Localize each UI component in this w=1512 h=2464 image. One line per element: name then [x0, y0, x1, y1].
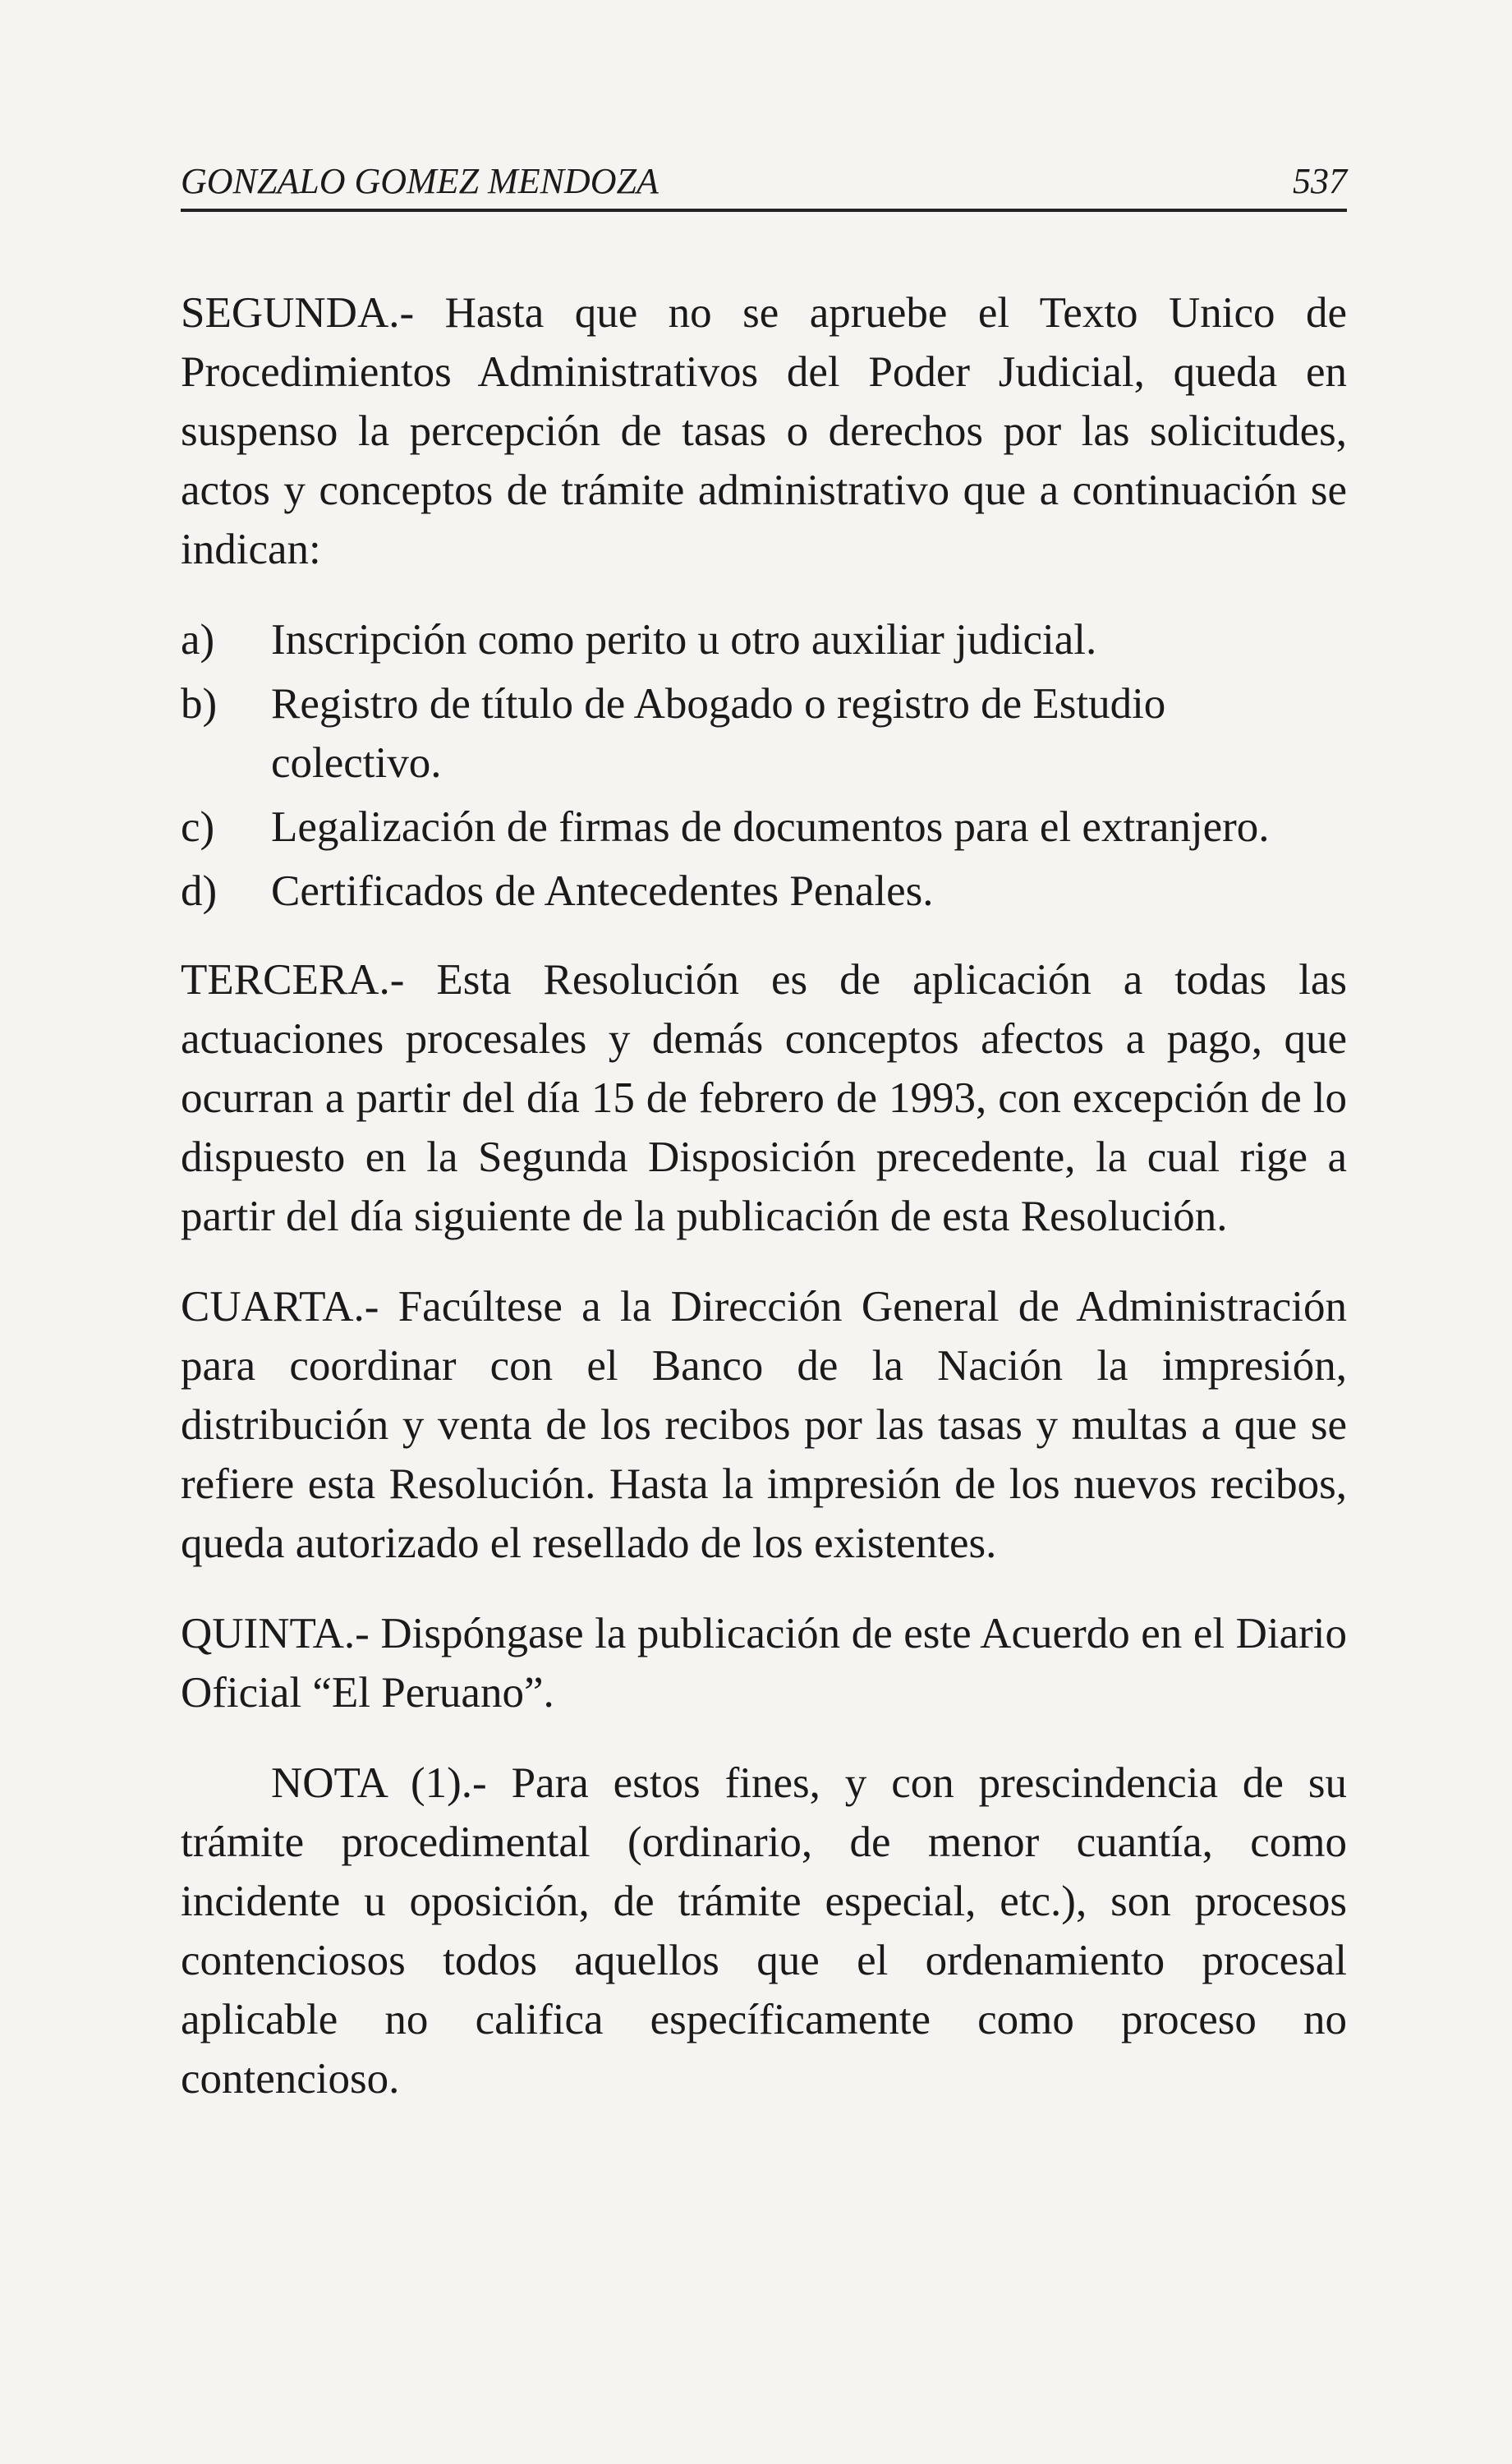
running-header — [181, 160, 1347, 212]
list-item — [181, 862, 1347, 921]
segunda-label: SEGUNDA.- — [181, 289, 415, 337]
list-tramites — [181, 610, 1347, 921]
paragraph-nota-1 — [181, 1754, 1347, 2108]
list-marker: b) — [181, 680, 218, 728]
paragraph-tercera — [181, 950, 1347, 1246]
list-marker: c) — [181, 803, 215, 851]
paragraph-cuarta — [181, 1277, 1347, 1573]
cuarta-text: Facúltese a la Dirección General de Administración para coordinar con el Banco de la Nación la impresión, distribución y venta de los recibos por las tasas y multas a que se refiere esta Resolución. Hasta la impresión de los nuevos recibos, queda autorizado el resellado de los existentes. — [181, 1283, 1348, 1567]
tercera-text: Esta Resolución es de aplicación a todas las actuaciones procesales y demás conceptos afectos a pago, que ocurran a partir del día 15 de febrero de 1993, con excepción de lo dispuesto en la Segunda Disposición precedente, la cual rige a partir del día siguiente de la publicación de esta Resolución. — [181, 956, 1347, 1240]
list-item — [181, 674, 1347, 793]
paragraph-quinta — [181, 1604, 1347, 1722]
paragraph-segunda — [181, 283, 1347, 579]
cuarta-label: CUARTA.- — [181, 1283, 379, 1331]
list-item — [181, 798, 1347, 857]
list-item-text: Registro de título de Abogado o registro de Estudio colectivo. — [271, 680, 1166, 787]
list-item-text: Inscripción como perito u otro auxiliar judicial. — [271, 616, 1097, 664]
list-item-text: Legalización de firmas de documentos para el extranjero. — [271, 803, 1270, 851]
list-item — [181, 610, 1347, 669]
page-number: 537 — [1293, 161, 1347, 201]
quinta-label: QUINTA.- — [181, 1610, 370, 1657]
page-body — [181, 283, 1347, 2140]
list-item-text: Certificados de Antecedentes Penales. — [271, 867, 934, 915]
author-name: GONZALO GOMEZ MENDOZA — [181, 161, 659, 201]
tercera-label: TERCERA.- — [181, 956, 405, 1004]
quinta-text: Dispóngase la publicación de este Acuerdo en el Diario Oficial “El Peruano”. — [181, 1610, 1347, 1717]
list-marker: a) — [181, 616, 215, 664]
nota-1-text: Para estos fines, y con prescindencia de su trámite procedimental (ordinario, de menor cuantía, como incidente u oposición, de trámite especial, etc.), son procesos contenciosos todos aquellos que el ordenamiento procesal aplicable no califica específicamente como proceso no contencioso. — [181, 1759, 1347, 2103]
segunda-text: Hasta que no se apruebe el Texto Unico de Procedimientos Administrativos del Poder Judicial, queda en suspenso la percepción de tasas o derechos por las solicitudes, actos y conceptos de trámite administrativo que a continuación se indican: — [181, 289, 1347, 573]
nota-1-label: NOTA (1).- — [271, 1759, 487, 1807]
list-marker: d) — [181, 867, 218, 915]
